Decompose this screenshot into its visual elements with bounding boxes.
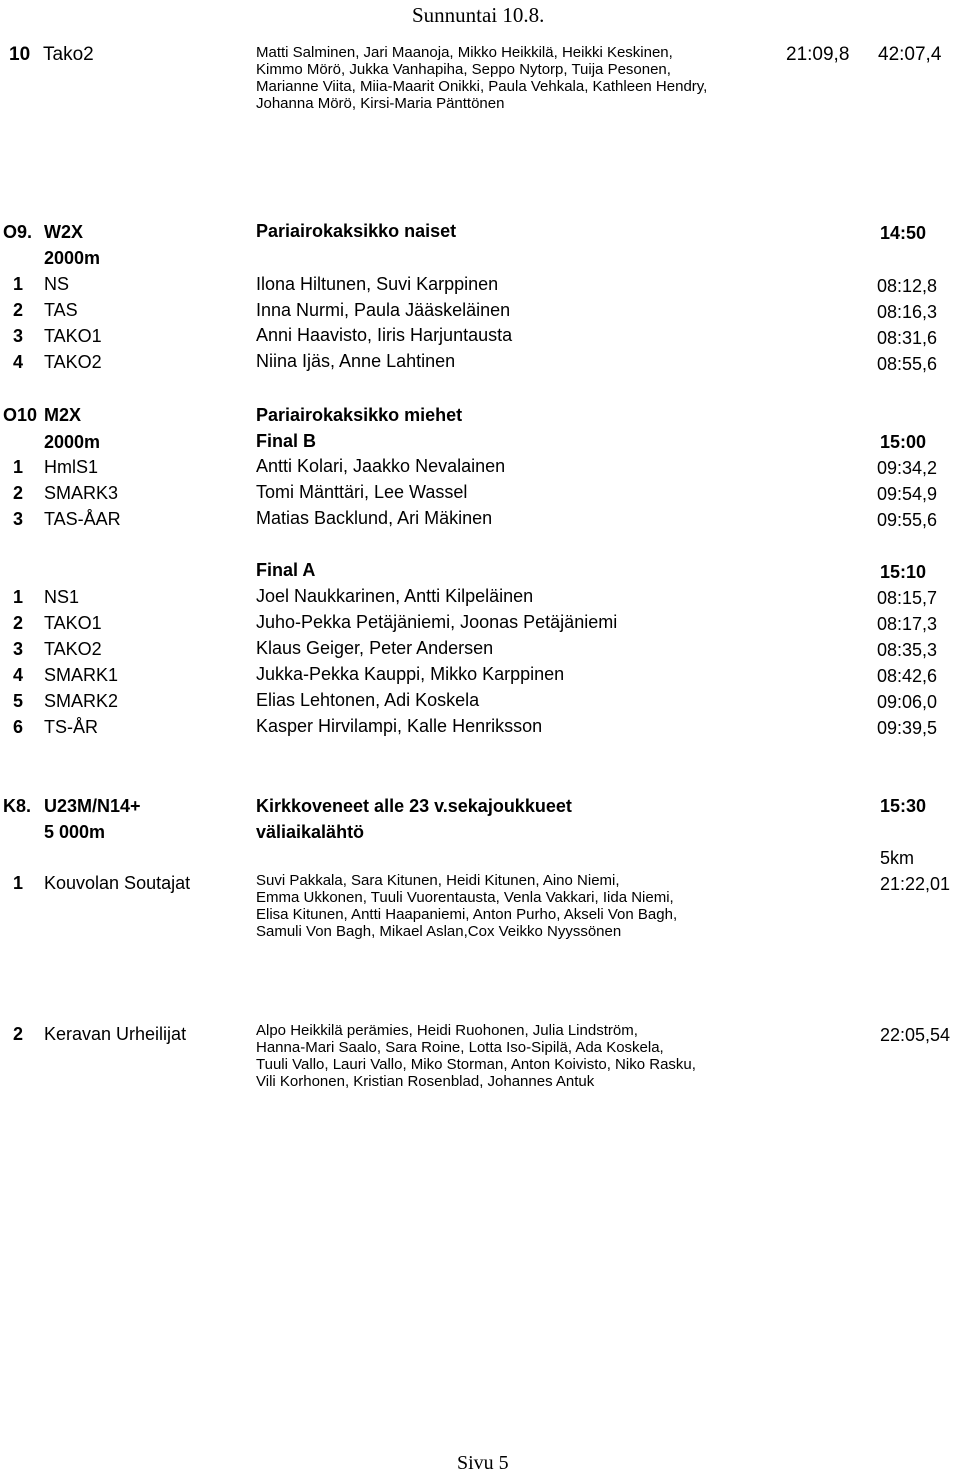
club: TAKO2 <box>44 352 102 372</box>
crew: Antti Kolari, Jaakko Nevalainen <box>256 456 506 476</box>
place: 10 <box>9 44 31 65</box>
page-date: Sunnuntai 10.8. <box>412 3 545 27</box>
crew: Elias Lehtonen, Adi Koskela <box>256 690 480 710</box>
split-time: 21:09,8 <box>786 44 850 65</box>
crew: Ilona Hiltunen, Suvi Karppinen <box>256 274 499 294</box>
club: TAS <box>44 300 78 320</box>
race-title: Pariairokaksikko naiset <box>256 221 457 241</box>
place: 1 <box>13 457 24 477</box>
crew-names <box>256 872 677 940</box>
place: 1 <box>13 873 24 893</box>
time: 09:06,0 <box>877 692 938 712</box>
time: 08:55,6 <box>877 354 938 374</box>
page-number: Sivu 5 <box>457 1452 509 1474</box>
start-time: 15:10 <box>880 562 927 582</box>
club: Kouvolan Soutajat <box>44 873 191 893</box>
race-distance: 5 000m <box>44 822 106 842</box>
time: 09:39,5 <box>877 718 938 738</box>
club: Tako2 <box>43 44 94 65</box>
final-b-label: Final B <box>256 431 317 451</box>
crew-line: Alpo Heikkilä perämies, Heidi Ruohonen, Julia Lindström, <box>256 1022 638 1039</box>
final-a-label: Final A <box>256 560 316 580</box>
crew-line: Johanna Mörö, Kirsi-Maria Pänttönen <box>256 95 505 112</box>
crew-line: Samuli Von Bagh, Mikael Aslan,Cox Veikko Nyyssönen <box>256 923 622 940</box>
place: 2 <box>13 483 24 503</box>
crew-names <box>256 1022 696 1090</box>
crew: Joel Naukkarinen, Antti Kilpeläinen <box>256 586 534 606</box>
time: 22:05,54 <box>880 1025 951 1045</box>
place: 6 <box>13 717 24 737</box>
club: TAKO1 <box>44 613 102 633</box>
crew: Anni Haavisto, Iiris Harjuntausta <box>256 325 513 345</box>
club: SMARK3 <box>44 483 119 503</box>
club: SMARK2 <box>44 691 119 711</box>
crew-line: Elisa Kitunen, Antti Haapaniemi, Anton Purho, Akseli Von Bagh, <box>256 906 678 923</box>
crew: Tomi Mänttäri, Lee Wassel <box>256 482 468 502</box>
time: 08:16,3 <box>877 302 938 322</box>
club: SMARK1 <box>44 665 119 685</box>
race-title: Kirkkoveneet alle 23 v.sekajoukkueet <box>256 796 572 816</box>
club: NS <box>44 274 70 294</box>
crew-line: Hanna-Mari Saalo, Sara Roine, Lotta Iso-Sipilä, Ada Koskela, <box>256 1039 664 1056</box>
final-time: 42:07,4 <box>878 44 942 65</box>
crew-line: Kimmo Mörö, Jukka Vanhapiha, Seppo Nytorp, Tuija Pesonen, <box>256 61 671 78</box>
place: 2 <box>13 613 24 633</box>
time: 21:22,01 <box>880 874 951 894</box>
time: 09:54,9 <box>877 484 938 504</box>
start-time: 15:00 <box>880 432 927 452</box>
club: TAS-ÅAR <box>44 509 121 529</box>
crew: Klaus Geiger, Peter Andersen <box>256 638 494 658</box>
time: 08:35,3 <box>877 640 938 660</box>
race-code: K8. <box>3 796 32 816</box>
crew: Matias Backlund, Ari Mäkinen <box>256 508 493 528</box>
time: 08:42,6 <box>877 666 938 686</box>
race-distance: 2000m <box>44 248 101 268</box>
crew: Juho-Pekka Petäjäniemi, Joonas Petäjäniemi <box>256 612 618 632</box>
crew: Jukka-Pekka Kauppi, Mikko Karppinen <box>256 664 565 684</box>
race-subtitle: väliaikalähtö <box>256 822 365 842</box>
time: 08:17,3 <box>877 614 938 634</box>
place: 3 <box>13 509 24 529</box>
club: TAKO1 <box>44 326 102 346</box>
place: 3 <box>13 639 24 659</box>
time: 08:15,7 <box>877 588 938 608</box>
crew-line: Tuuli Vallo, Lauri Vallo, Miko Storman, Anton Koivisto, Niko Rasku, <box>256 1056 696 1073</box>
time: 09:34,2 <box>877 458 938 478</box>
club: HmlS1 <box>44 457 99 477</box>
crew-line: Matti Salminen, Jari Maanoja, Mikko Heikkilä, Heikki Keskinen, <box>256 44 673 61</box>
place: 1 <box>13 587 24 607</box>
race-code: O9. <box>3 222 33 242</box>
place: 4 <box>13 665 24 685</box>
place: 1 <box>13 274 24 294</box>
place: 4 <box>13 352 24 372</box>
crew: Niina Ijäs, Anne Lahtinen <box>256 351 456 371</box>
crew-line: Emma Ukkonen, Tuuli Vuorentausta, Venla Vakkari, Iida Niemi, <box>256 889 674 906</box>
club: TS-ÅR <box>44 717 98 737</box>
race-class: M2X <box>44 405 82 425</box>
start-time: 15:30 <box>880 796 927 816</box>
race-title: Pariairokaksikko miehet <box>256 405 463 425</box>
club: NS1 <box>44 587 80 607</box>
club: TAKO2 <box>44 639 102 659</box>
crew: Kasper Hirvilampi, Kalle Henriksson <box>256 716 543 736</box>
place: 3 <box>13 326 24 346</box>
race-class: W2X <box>44 222 84 242</box>
place: 5 <box>13 691 24 711</box>
crew: Inna Nurmi, Paula Jääskeläinen <box>256 300 511 320</box>
crew-line: Vili Korhonen, Kristian Rosenblad, Johannes Antuk <box>256 1073 595 1090</box>
crew-line: Marianne Viita, Miia-Maarit Onikki, Paula Vehkala, Kathleen Hendry, <box>256 78 708 95</box>
time: 09:55,6 <box>877 510 938 530</box>
place: 2 <box>13 300 24 320</box>
time: 08:12,8 <box>877 276 938 296</box>
club: Keravan Urheilijat <box>44 1024 187 1044</box>
race-code: O10 <box>3 405 38 425</box>
crew-line: Suvi Pakkala, Sara Kitunen, Heidi Kitunen, Aino Niemi, <box>256 872 620 889</box>
start-time: 14:50 <box>880 223 927 243</box>
column-label: 5km <box>880 848 915 868</box>
crew-names <box>256 44 707 112</box>
race-class: U23M/N14+ <box>44 796 141 816</box>
time: 08:31,6 <box>877 328 938 348</box>
race-distance: 2000m <box>44 432 101 452</box>
place: 2 <box>13 1024 24 1044</box>
